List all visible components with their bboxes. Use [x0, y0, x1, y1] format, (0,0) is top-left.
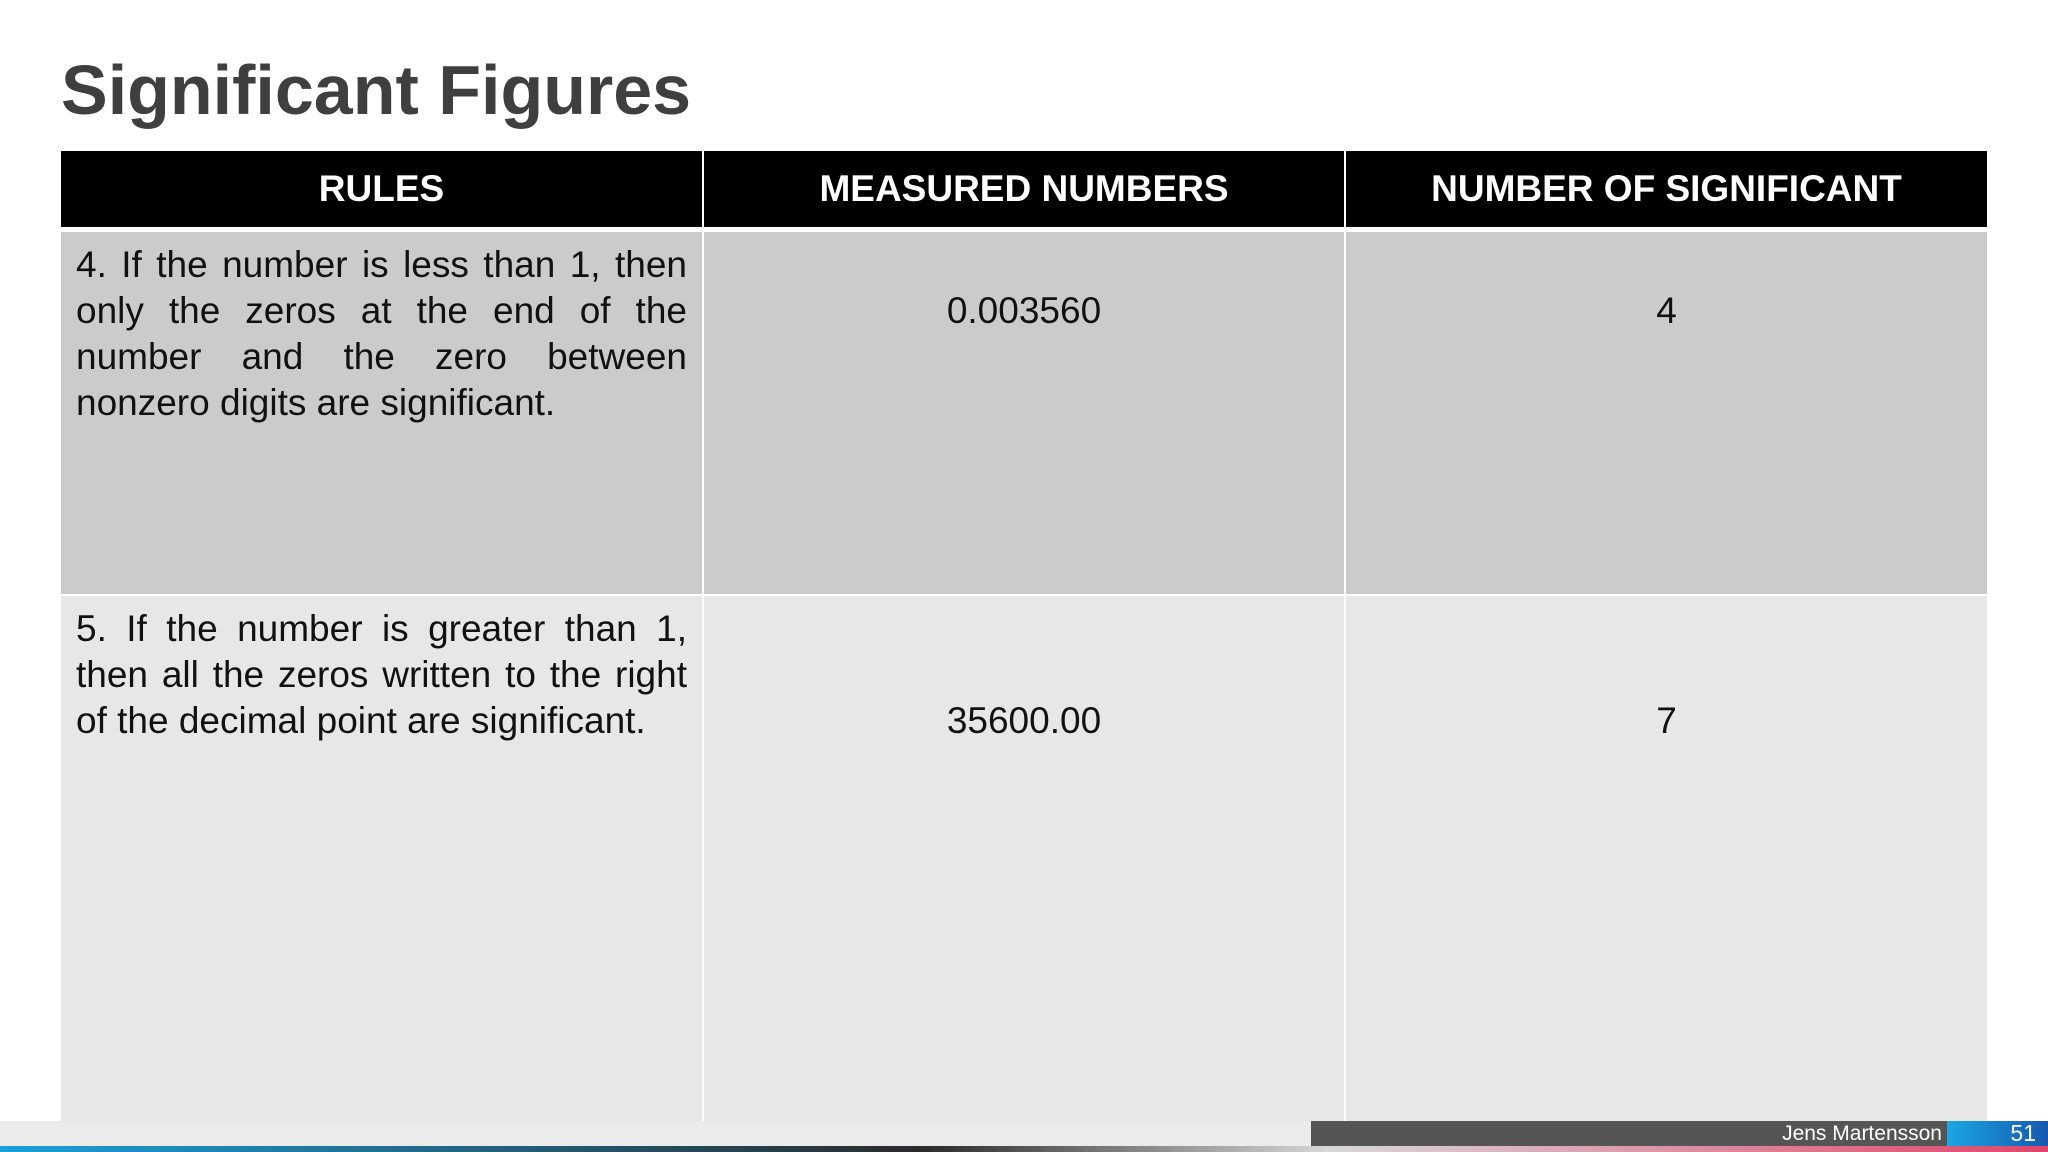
rule-cell: 4. If the number is less than 1, then only the zeros at the end of the number and the zero between nonzero digits are significant.	[61, 230, 703, 596]
significant-count-cell: 4	[1345, 230, 1987, 596]
measured-number-cell: 0.003560	[703, 230, 1345, 596]
rule-cell: 5. If the number is greater than 1, then all the zeros written to the right of the decimal point are significant.	[61, 595, 703, 1147]
header-measured-numbers: MEASURED NUMBERS	[703, 151, 1345, 230]
page-number: 51	[2010, 1120, 2036, 1146]
footer-author: Jens Martensson	[1782, 1122, 1942, 1145]
measured-number-cell: 35600.00	[703, 595, 1345, 1147]
significant-count-cell: 7	[1345, 595, 1987, 1147]
header-number-of-significant: NUMBER OF SIGNIFICANT	[1345, 151, 1987, 230]
table-row	[61, 595, 1987, 1147]
slide-title: Significant Figures	[61, 51, 692, 129]
header-rules: RULES	[61, 151, 703, 230]
footer-gradient-stripe	[0, 1146, 2048, 1152]
footer-bar-light	[0, 1121, 1311, 1146]
table-row	[61, 230, 1987, 596]
significant-figures-table	[61, 151, 1987, 1148]
table-header-row	[61, 151, 1987, 230]
